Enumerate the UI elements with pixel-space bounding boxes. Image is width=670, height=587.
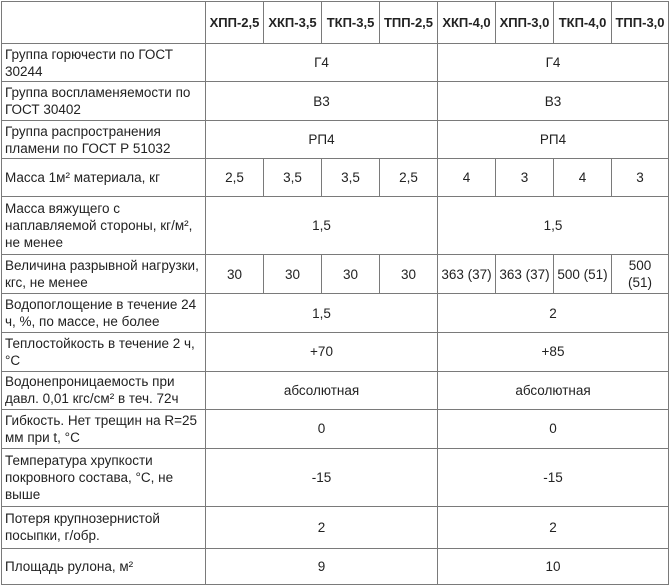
param-label: Водопоглощение в течение 24 ч, %, по массе, не более	[2, 294, 206, 332]
header-hkp-4-0: ХКП-4,0	[438, 2, 496, 44]
table-row	[2, 332, 669, 371]
value-group-2: абсолютная	[438, 371, 669, 409]
param-label: Масса 1м² материала, кг	[2, 159, 206, 197]
value-cell: 30	[206, 255, 264, 294]
table-row	[2, 371, 669, 409]
value-group-1: 0	[206, 409, 438, 448]
value-group-2: 10	[438, 548, 669, 584]
value-cell: 2,5	[380, 159, 438, 197]
value-group-1: 2	[206, 506, 438, 548]
value-group-1: +70	[206, 332, 438, 371]
param-label: Теплостойкость в течение 2 ч, °С	[2, 332, 206, 371]
header-hkp-3-5: ХКП-3,5	[264, 2, 322, 44]
header-tpp-2-5: ТПП-2,5	[380, 2, 438, 44]
value-group-1: 9	[206, 548, 438, 584]
table-row	[2, 44, 669, 82]
value-group-1: -15	[206, 448, 438, 506]
value-group-2: РП4	[438, 121, 669, 159]
value-cell: 363 (37)	[496, 255, 554, 294]
value-cell: 3,5	[322, 159, 380, 197]
value-cell: 4	[554, 159, 612, 197]
value-cell: 2,5	[206, 159, 264, 197]
spec-table	[1, 1, 669, 585]
value-group-2: 1,5	[438, 197, 669, 255]
value-cell: 4	[438, 159, 496, 197]
value-cell: 30	[380, 255, 438, 294]
value-group-1: Г4	[206, 44, 438, 82]
header-tpp-3-0: ТПП-3,0	[612, 2, 669, 44]
value-cell: 3	[496, 159, 554, 197]
header-tkp-4-0: ТКП-4,0	[554, 2, 612, 44]
value-group-1: 1,5	[206, 197, 438, 255]
table-row	[2, 255, 669, 294]
table-row	[2, 121, 669, 159]
header-tkp-3-5: ТКП-3,5	[322, 2, 380, 44]
header-row	[2, 2, 669, 44]
value-group-2: В3	[438, 82, 669, 121]
param-label: Группа воспламеняемости по ГОСТ 30402	[2, 82, 206, 121]
param-label: Гибкость. Нет трещин на R=25 мм при t, °С	[2, 409, 206, 448]
value-group-1: В3	[206, 82, 438, 121]
value-cell: 30	[264, 255, 322, 294]
table-row	[2, 294, 669, 332]
header-hpp-3-0: ХПП-3,0	[496, 2, 554, 44]
corner-cell	[2, 2, 206, 44]
value-cell: 30	[322, 255, 380, 294]
table-row	[2, 506, 669, 548]
value-cell: 3,5	[264, 159, 322, 197]
value-cell: 500 (51)	[612, 255, 669, 294]
param-label: Водонепроницаемость при давл. 0,01 кгс/см² в теч. 72ч	[2, 371, 206, 409]
value-group-2: 2	[438, 294, 669, 332]
value-group-2: 0	[438, 409, 669, 448]
table-row	[2, 548, 669, 584]
value-cell: 3	[612, 159, 669, 197]
table-row	[2, 159, 669, 197]
param-label: Группа горючести по ГОСТ 30244	[2, 44, 206, 82]
table-row	[2, 448, 669, 506]
table-row	[2, 409, 669, 448]
header-hpp-2-5: ХПП-2,5	[206, 2, 264, 44]
value-group-2: 2	[438, 506, 669, 548]
value-cell: 500 (51)	[554, 255, 612, 294]
param-label: Группа распространения пламени по ГОСТ Р 51032	[2, 121, 206, 159]
value-cell: 363 (37)	[438, 255, 496, 294]
param-label: Температура хрупкости покровного состава, °С, не выше	[2, 448, 206, 506]
value-group-2: +85	[438, 332, 669, 371]
param-label: Величина разрывной нагрузки, кгс, не менее	[2, 255, 206, 294]
param-label: Масса вяжущего с наплавляемой стороны, кг/м², не менее	[2, 197, 206, 255]
value-group-2: Г4	[438, 44, 669, 82]
param-label: Площадь рулона, м²	[2, 548, 206, 584]
value-group-1: РП4	[206, 121, 438, 159]
param-label: Потеря крупнозернистой посыпки, г/обр.	[2, 506, 206, 548]
value-group-1: 1,5	[206, 294, 438, 332]
value-group-1: абсолютная	[206, 371, 438, 409]
value-group-2: -15	[438, 448, 669, 506]
table-row	[2, 197, 669, 255]
table-row	[2, 82, 669, 121]
